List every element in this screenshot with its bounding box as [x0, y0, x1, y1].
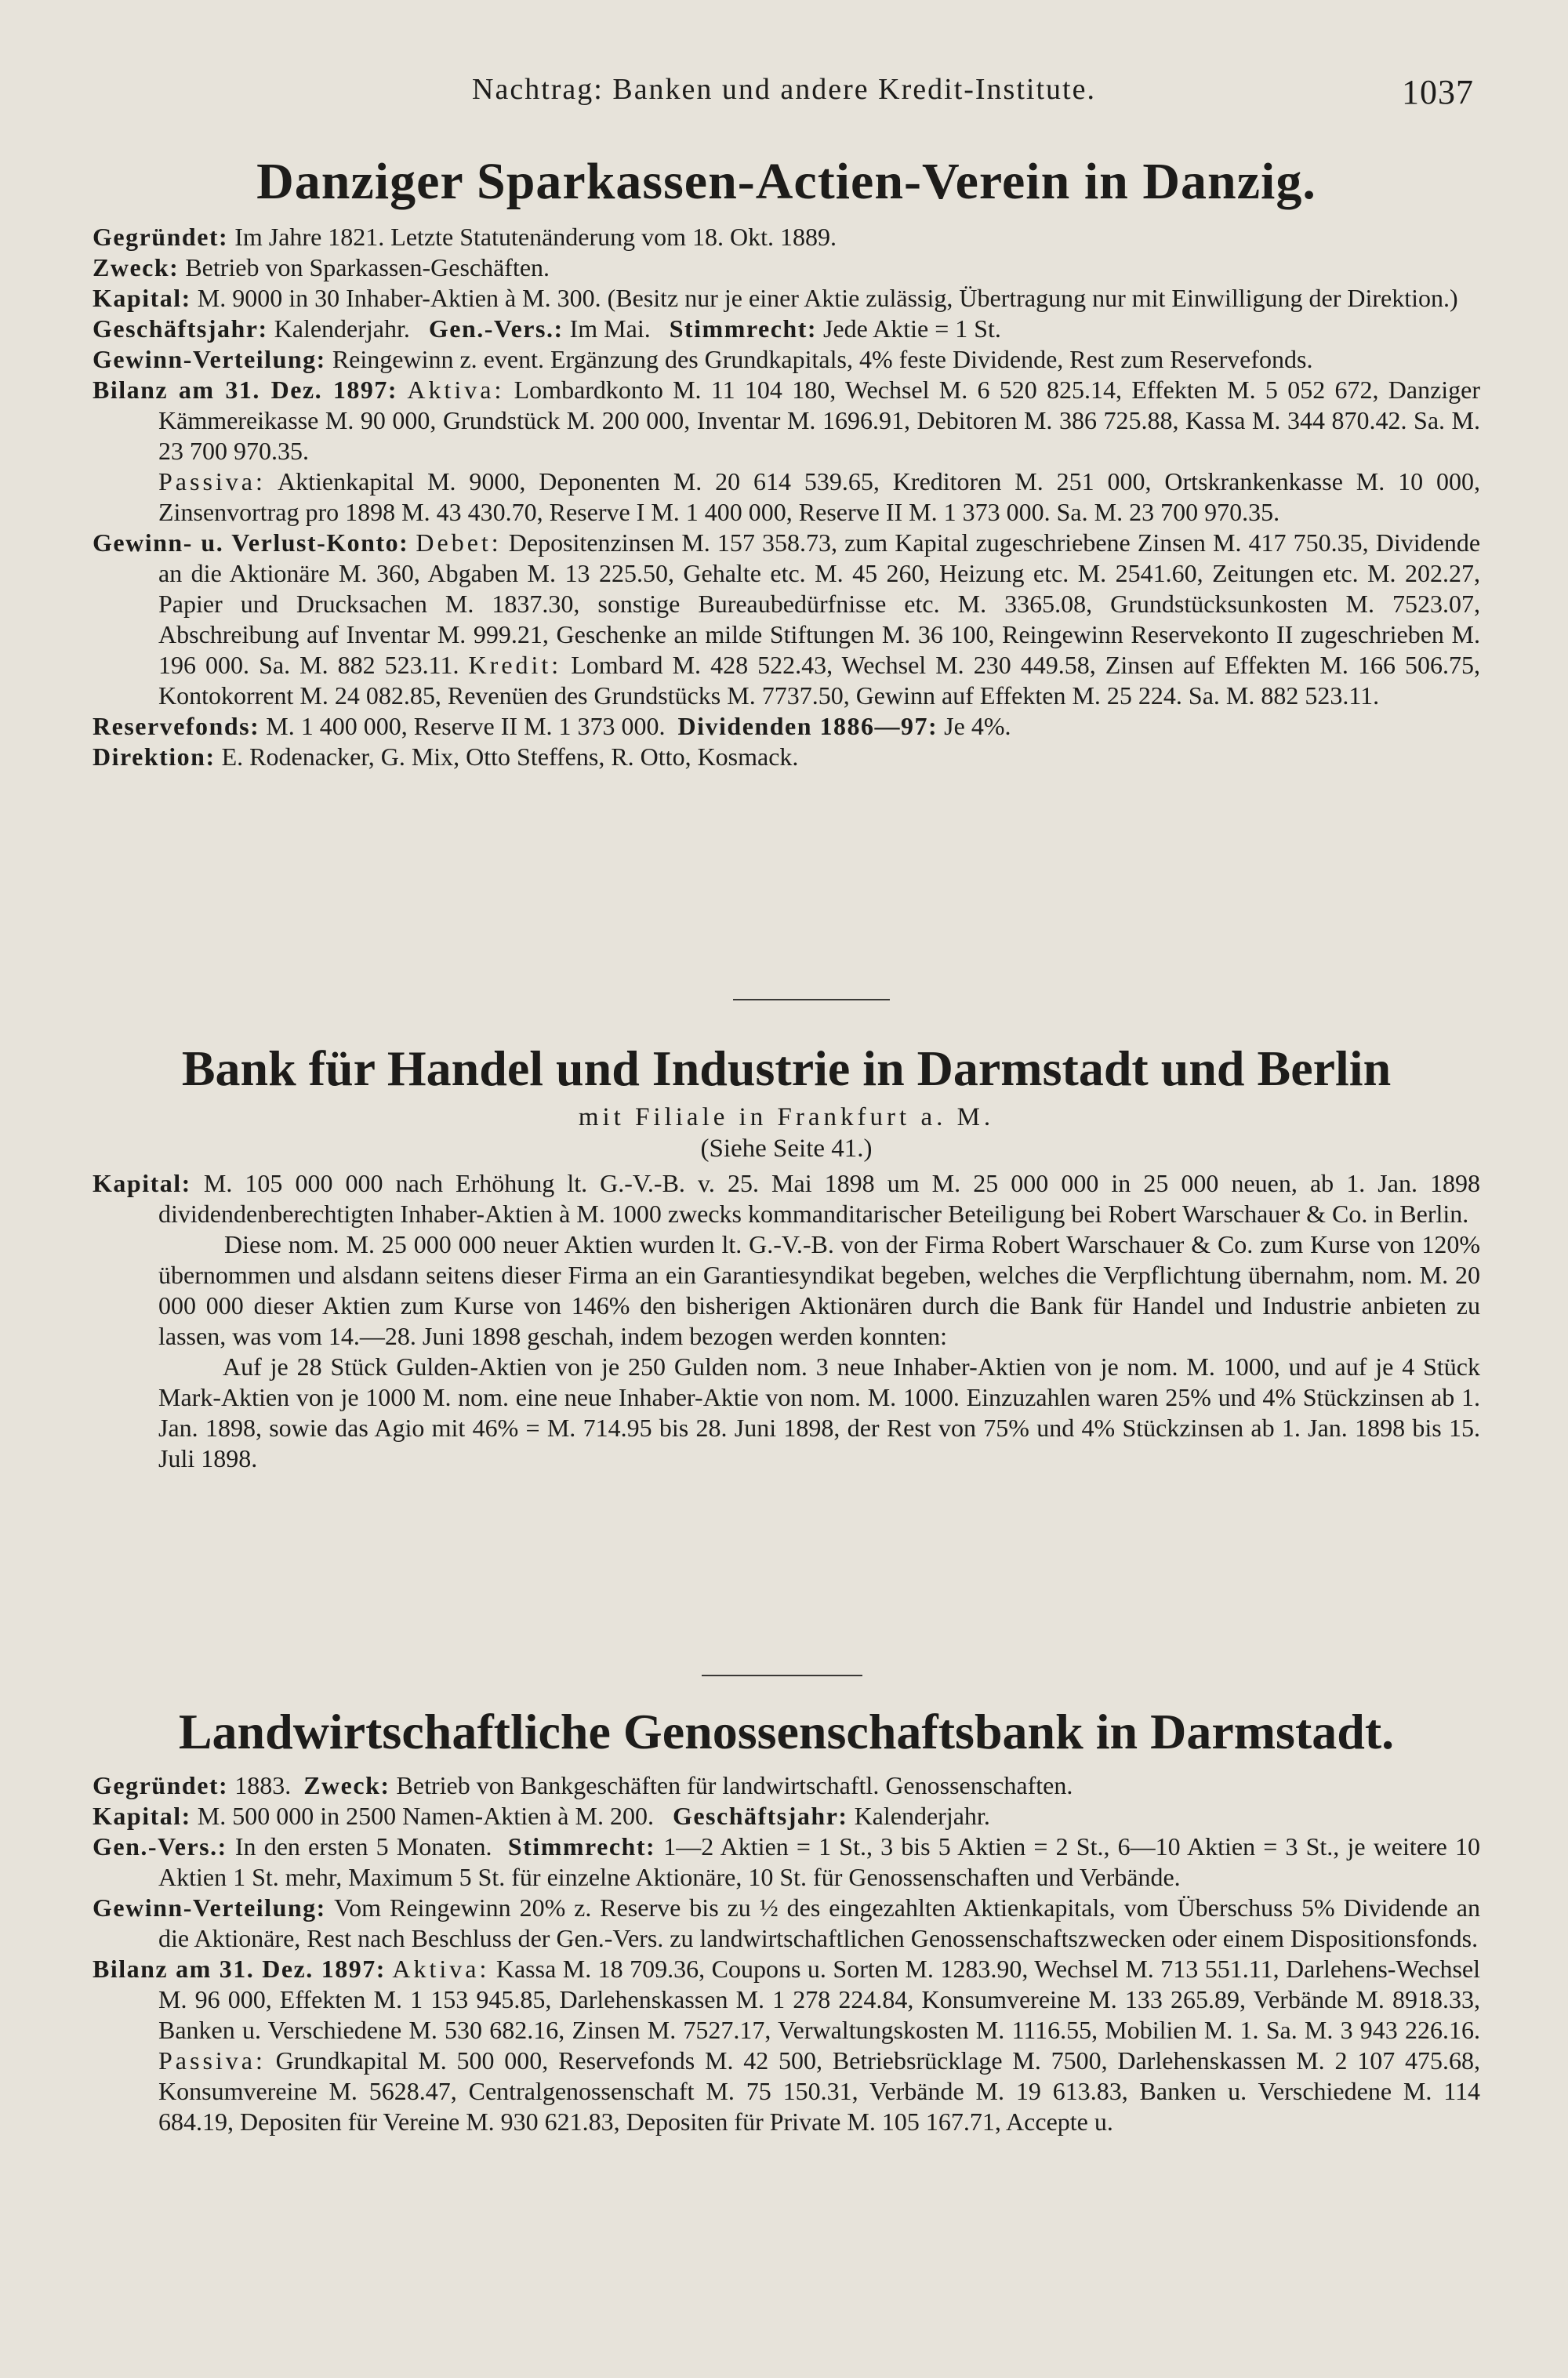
entry-zweck [93, 252, 1480, 283]
word-passiva: Passiva: [158, 467, 266, 496]
section-title-genossenschaftsbank: Landwirtschaftliche Genossenschaftsbank in Darmstadt. [178, 1704, 1395, 1759]
entry-passiva [93, 467, 1480, 528]
value-gewinnverteilung: Vom Reingewinn 20% z. Reserve bis zu ½ des eingezahlten Aktienkapitals, vom Überschuss 5% Dividende an die Aktionäre, Rest nach Beschluss der Gen.-Vers. zu landwirtschaftlichen Genossenschaftszwecken oder einem Dispositionsfonds. [158, 1893, 1480, 1952]
label-kapital: Kapital: [93, 284, 191, 312]
section-genossenschaftsbank-body [93, 1770, 1480, 2137]
section-title-danziger: Danziger Sparkassen-Actien-Verein in Danzig. [256, 153, 1316, 210]
label-kapital-bank: Kapital: [93, 1169, 191, 1197]
value-gegruendet: Im Jahre 1821. Letzte Statutenänderung vom 18. Okt. 1889. [234, 223, 837, 251]
entry-guv [93, 528, 1480, 711]
value-geschaeftsjahr: Kalenderjahr. [274, 314, 410, 343]
label-kapital: Kapital: [93, 1802, 191, 1830]
label-guv: Gewinn- u. Verlust-Konto: [93, 528, 409, 557]
label-stimmrecht: Stimmrecht: [507, 1832, 656, 1861]
value-aktiva: Lombardkonto M. 11 104 180, Wechsel M. 6 520 825.14, Effekten M. 5 052 672, Danziger Kämmereikasse M. 90 000, Grundstück M. 200 000, Inventar M. 1696.91, Debitoren M. 386 725.88, Kassa M. 344 870.42. Sa. M. 23 700 970.35. [158, 376, 1481, 465]
value-genvers: Im Mai. [569, 314, 651, 343]
entry-direktion [93, 742, 1480, 772]
value-stimmrecht: 1—2 Aktien = 1 St., 3 bis 5 Aktien = 2 St., 6—10 Aktien = 3 St., je weitere 10 Aktien 1 St. mehr, Maximum 5 St. für einzelne Aktionäre, 10 St. für Genossenschaften und Verbände. [158, 1832, 1481, 1891]
entry-reservefonds [93, 711, 1480, 742]
value-stimmrecht: Jede Aktie = 1 St. [823, 314, 1001, 343]
section-title-bank-handel: Bank für Handel und Industrie in Darmstadt und Berlin [181, 1040, 1392, 1096]
paragraph-aktienuebernahme: Diese nom. M. 25 000 000 neuer Aktien wurden lt. G.-V.-B. von der Firma Robert Warschauer & Co. zum Kurse von 120% übernommen und alsdann seitens dieser Firma an ein Garantiesyndikat begeben, welches die Verpflichtung übernahm, nom. M. 20 000 000 dieser Aktien zum Kurse von 146% den bisherigen Aktionären durch die Bank für Handel und Industrie anbieten zu lassen, was vom 14.—28. Juni 1898 geschah, indem bezogen werden konnten: [158, 1230, 1480, 1350]
label-gewinnverteilung: Gewinn-Verteilung: [93, 345, 326, 373]
label-geschaeftsjahr: Geschäftsjahr: [93, 314, 268, 343]
label-direktion: Direktion: [93, 742, 216, 771]
label-dividenden: Dividenden 1886—97: [677, 712, 938, 740]
word-debet: Debet: [416, 528, 502, 557]
label-genvers: Gen.-Vers.: [428, 314, 564, 343]
entry-kapital-gj [93, 1801, 1480, 1832]
entry-kapital [93, 283, 1480, 314]
section-subtitle-filiale: mit Filiale in Frankfurt a. M. [578, 1103, 995, 1131]
value-kapital: M. 500 000 in 2500 Namen-Aktien à M. 200. [197, 1802, 654, 1830]
value-gewinnverteilung: Reingewinn z. event. Ergänzung des Grundkapitals, 4% feste Dividende, Rest zum Reservefonds. [332, 345, 1313, 373]
word-kredit: Kredit: [468, 651, 562, 679]
label-stimmrecht: Stimmrecht: [669, 314, 817, 343]
section-danziger-body [93, 222, 1480, 772]
entry-gegruendet-zweck [93, 1770, 1480, 1801]
value-reservefonds: M. 1 400 000, Reserve II M. 1 373 000. [266, 712, 666, 740]
section-see-page: (Siehe Seite 41.) [700, 1135, 873, 1163]
value-passiva: Aktienkapital M. 9000, Deponenten M. 20 614 539.65, Kreditoren M. 251 000, Ortskrankenkasse M. 10 000, Zinsenvortrag pro 1898 M. 43 430.70, Reserve I M. 1 400 000, Reserve II M. 1 373 000. Sa. M. 23 700 970.35. [158, 467, 1481, 526]
label-bilanz: Bilanz am 31. Dez. 1897: [93, 376, 398, 404]
value-zweck: Betrieb von Bankgeschäften für landwirtschaftl. Genossenschaften. [396, 1771, 1073, 1799]
value-debet: Depositenzinsen M. 157 358.73, zum Kapital zugeschriebene Zinsen M. 417 750.35, Dividende an die Aktionäre M. 360, Abgaben M. 13 225.50, Gehalte etc. M. 45 260, Heizung etc. M. 2541.60, Zeitungen etc. M. 202.27, Papier und Drucksachen M. 1837.30, sonstige Bureaubedürfnisse etc. M. 3365.08, Grundstücksunkosten M. 7523.07, Abschreibung auf Inventar M. 999.21, Geschenke an milde Stiftungen M. 36 100, Reingewinn Reservekonto II zugeschrieben M. 196 000. Sa. M. 882 523.11. [158, 528, 1481, 679]
entry-gegruendet [93, 222, 1480, 252]
label-reservefonds: Reservefonds: [93, 712, 260, 740]
label-gewinnverteilung: Gewinn-Verteilung: [93, 1893, 326, 1922]
entry-kapital-bank [93, 1168, 1480, 1229]
value-kapital: M. 9000 in 30 Inhaber-Aktien à M. 300. (Besitz nur je einer Aktie zulässig, Übertragung nur mit Einwilligung der Direktion.) [197, 284, 1458, 312]
label-genvers: Gen.-Vers.: [93, 1832, 227, 1861]
value-aktiva: Kassa M. 18 709.36, Coupons u. Sorten M. 1283.90, Wechsel M. 713 551.11, Darlehens-Wechsel M. 96 000, Effekten M. 1 153 945.85, Darlehenskassen M. 1 278 224.84, Konsumvereine M. 133 265.89, Verbände M. 8918.33, Banken u. Verschiedene M. 530 682.16, Zinsen M. 7527.17, Verwaltungskosten M. 1116.55, Mobilien M. 1. Sa. M. 3 943 226.16. [158, 1955, 1481, 2044]
entry-bilanz [93, 1954, 1480, 2137]
section-bank-handel-body [93, 1168, 1480, 1474]
value-kapital-bank: M. 105 000 000 nach Erhöhung lt. G.-V.-B. v. 25. Mai 1898 um M. 25 000 000 in 25 000 neuen, ab 1. Jan. 1898 dividendenberechtigten Inhaber-Aktien à M. 1000 zwecks kommanditarischer Beteiligung bei Robert Warschauer & Co. in Berlin. [158, 1169, 1481, 1228]
page-header [94, 72, 1474, 119]
label-geschaeftsjahr: Geschäftsjahr: [672, 1802, 848, 1830]
value-passiva: Grundkapital M. 500 000, Reservefonds M. 42 500, Betriebsrücklage M. 7500, Darlehenskassen M. 2 107 475.68, Konsumvereine M. 5628.47, Centralgenossenschaft M. 75 150.31, Verbände M. 19 613.83, Banken u. Verschiedene M. 114 684.19, Depositen für Vereine M. 930 621.83, Depositen für Private M. 105 167.71, Accepte u. [158, 2046, 1481, 2136]
section-divider [733, 999, 890, 1000]
label-gegruendet: Gegründet: [93, 223, 229, 251]
word-aktiva: Aktiva: [392, 1955, 490, 1983]
entry-genvers-stimmrecht [93, 1832, 1480, 1893]
paragraph-bezugsbedingungen: Auf je 28 Stück Gulden-Aktien von je 250 Gulden nom. 3 neue Inhaber-Aktien von je nom. M. 1000, und auf je 4 Stück Mark-Aktien von je 1000 M. nom. eine neue Inhaber-Aktie von nom. M. 1000. Einzuzahlen waren 25% und 4% Stückzinsen ab 1. Jan. 1898, sowie das Agio mit 46% = M. 714.95 bis 28. Juni 1898, der Rest von 75% und 4% Stückzinsen ab 1. Jan. 1898 bis 15. Juli 1898. [158, 1352, 1480, 1472]
word-aktiva: Aktiva: [407, 376, 505, 404]
entry-geschaeftsjahr [93, 314, 1480, 344]
label-bilanz: Bilanz am 31. Dez. 1897: [93, 1955, 386, 1983]
label-zweck: Zweck: [303, 1771, 390, 1799]
value-geschaeftsjahr: Kalenderjahr. [854, 1802, 990, 1830]
value-direktion: E. Rodenacker, G. Mix, Otto Steffens, R. Otto, Kosmack. [221, 742, 799, 771]
label-gegruendet: Gegründet: [93, 1771, 229, 1799]
value-gegruendet: 1883. [234, 1771, 292, 1799]
running-title: Nachtrag: Banken und andere Kredit-Institute. [472, 73, 1096, 106]
section-divider [702, 1675, 862, 1676]
value-kredit: Lombard M. 428 522.43, Wechsel M. 230 449.58, Zinsen auf Effekten M. 166 506.75, Kontokorrent M. 24 082.85, Revenüen des Grundstücks M. 7737.50, Gewinn auf Effekten M. 25 224. Sa. M. 882 523.11. [158, 651, 1481, 710]
entry-gewinnverteilung [93, 344, 1480, 375]
entry-gewinnverteilung [93, 1893, 1480, 1954]
label-zweck: Zweck: [93, 253, 180, 281]
value-zweck: Betrieb von Sparkassen-Geschäften. [185, 253, 550, 281]
page-number: 1037 [1402, 73, 1474, 111]
entry-bilanz [93, 375, 1480, 467]
value-dividenden: Je 4%. [944, 712, 1011, 740]
value-genvers: In den ersten 5 Monaten. [234, 1832, 492, 1861]
word-passiva: Passiva: [158, 2046, 266, 2075]
